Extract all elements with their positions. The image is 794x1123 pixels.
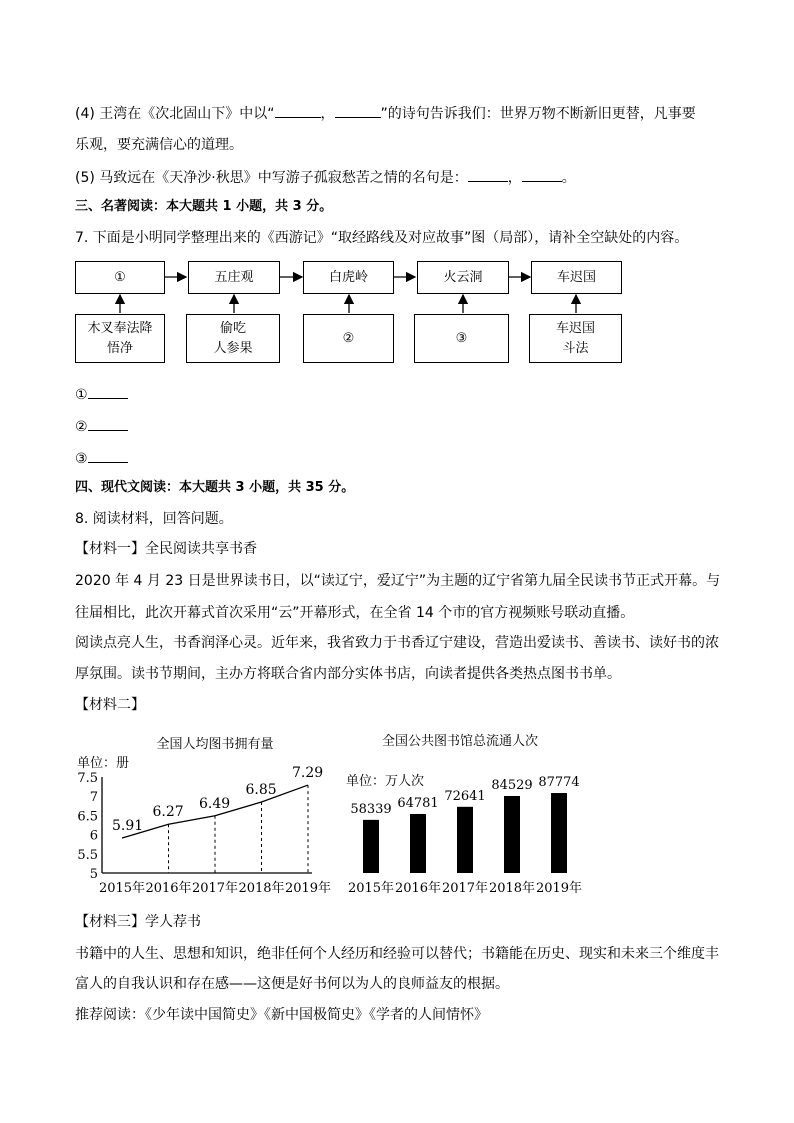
y-tick-label: 6 [89,828,98,844]
y-tick-label: 7.5 [77,771,98,786]
data-label: 87774 [538,775,580,791]
data-label: 84529 [491,777,533,793]
route-box-1: ① [75,261,165,294]
story-box-4: ③ [414,314,509,363]
x-tick-label: 2016年 [394,881,442,896]
y-tick-label: 5 [89,867,98,882]
story-box-2-line1: 偷吃 [219,320,246,336]
q8-stem: 8. 阅读材料，回答问题。 [75,511,233,527]
material1-text: 2020 年 4 月 23 日是世界读书日，以“读辽宁，爱辽宁”为主题的辽宁省第九届全民读书节正式开幕。与 [75,573,721,589]
material3-text: 富人的自我认识和存在感——这便是好书何以为人的良师益友的根据。 [75,976,509,992]
story-box-1-line1: 木叉奉法降 [87,320,153,336]
story-box-1-line2: 悟净 [106,340,133,356]
data-label: 72641 [444,788,486,804]
bar [363,820,379,873]
story-box-2 [186,314,280,363]
section3-title: 三、名著阅读：本大题共 1 小题，共 3 分。 [75,199,333,214]
answer-blank[interactable] [88,384,128,399]
x-tick-label: 2017年 [191,881,239,896]
y-tick-label: 7 [89,790,98,806]
q7-answer-2 [75,416,128,437]
bar [551,793,567,873]
route-box-2: 五庄观 [188,261,280,294]
material3-text: 书籍中的人生、思想和知识，绝非任何个人经历和经验可以替代；书籍能在历史、现实和未来三个维度丰 [75,946,719,962]
x-tick-label: 2019年 [535,881,583,896]
q6-item4-line2: 乐观，要充满信心的道理。 [75,137,243,153]
x-tick-label: 2016年 [145,881,192,896]
bar [457,807,473,873]
bar-chart-library-visits [340,725,600,900]
material1-text: 厚氛围。读书节期间，主办方将联合省内部分实体书店，向读者提供各类热点图书书单。 [75,666,621,682]
chart-unit: 单位：册 [77,756,130,771]
answer-label: ③ [75,451,88,467]
q6-item5-text-c: 。 [561,170,576,186]
data-label: 6.85 [245,781,277,798]
route-box-5: 车迟国 [531,261,622,294]
x-tick-label: 2019年 [284,881,332,896]
answer-blank[interactable] [88,416,128,431]
story-box-5-line2: 斗法 [562,340,589,356]
section4-title: 四、现代文阅读：本大题共 3 小题，共 35 分。 [75,480,355,495]
q6-item5-text-b: ， [507,170,522,186]
data-label: 6.27 [152,804,184,821]
story-box-5-line1: 车迟国 [555,320,595,336]
material1-title: 【材料一】全民阅读共享书香 [75,541,257,557]
story-box-1 [75,314,165,363]
data-label: 64781 [397,795,439,811]
material2-title: 【材料二】 [75,697,145,713]
data-label: 7.29 [292,765,324,782]
y-tick-label: 6.5 [77,809,98,825]
route-box-4: 火云洞 [417,261,509,294]
answer-blank[interactable] [88,448,128,463]
data-label: 58339 [350,801,392,817]
material3-title: 【材料三】学人荐书 [75,914,201,930]
route-box-3: 白虎岭 [303,261,394,294]
story-box-2-line2: 人参果 [213,340,253,356]
q6-item4-text-a: (4) 王湾在《次北固山下》中以“ [75,106,275,122]
bar [410,814,426,873]
q7-answer-3 [75,448,128,469]
material1-text: 阅读点亮人生，书香润泽心灵。近年来，我省致力于书香辽宁建设，营造出爱读书、善读书、读好书的浓 [75,635,719,651]
x-tick-label: 2018年 [488,881,536,896]
y-tick-label: 5.5 [77,847,98,863]
q6-item4-text-c: ”的诗句告诉我们：世界万物不断新旧更替，凡事要 [380,106,696,122]
x-tick-label: 2018年 [238,881,285,896]
line-chart-per-capita-books [0,725,340,900]
bar [504,796,520,873]
q6-item4-text-b: ， [320,106,335,122]
material1-text: 往届相比，此次开幕式首次采用“云”开幕形式，在全省 14 个市的官方视频账号联动直播。 [75,605,635,621]
x-tick-label: 2015年 [347,881,395,896]
chart-unit: 单位：万人次 [346,774,425,789]
data-label: 6.49 [199,795,231,812]
x-tick-label: 2017年 [441,881,489,896]
q7-answer-1 [75,384,128,405]
q6-item5-text-a: (5) 马致远在《天净沙·秋思》中写游子孤寂愁苦之情的名句是： [75,170,468,186]
data-label: 5.91 [112,818,144,835]
answer-label: ② [75,419,88,435]
chart-title: 全国人均图书拥有量 [156,737,274,752]
material3-recommend: 推荐阅读：《少年读中国简史》《新中国极简史》《学者的人间情怀》 [75,1007,488,1023]
chart-title: 全国公共图书馆总流通人次 [381,734,539,749]
q7-stem: 7. 下面是小明同学整理出来的《西游记》“取经路线及对应故事”图（局部），请补全空缺处的内容。 [75,230,689,246]
story-box-3: ② [303,314,394,363]
answer-label: ① [75,387,88,403]
story-box-5 [529,314,622,363]
x-tick-label: 2015年 [98,881,146,896]
